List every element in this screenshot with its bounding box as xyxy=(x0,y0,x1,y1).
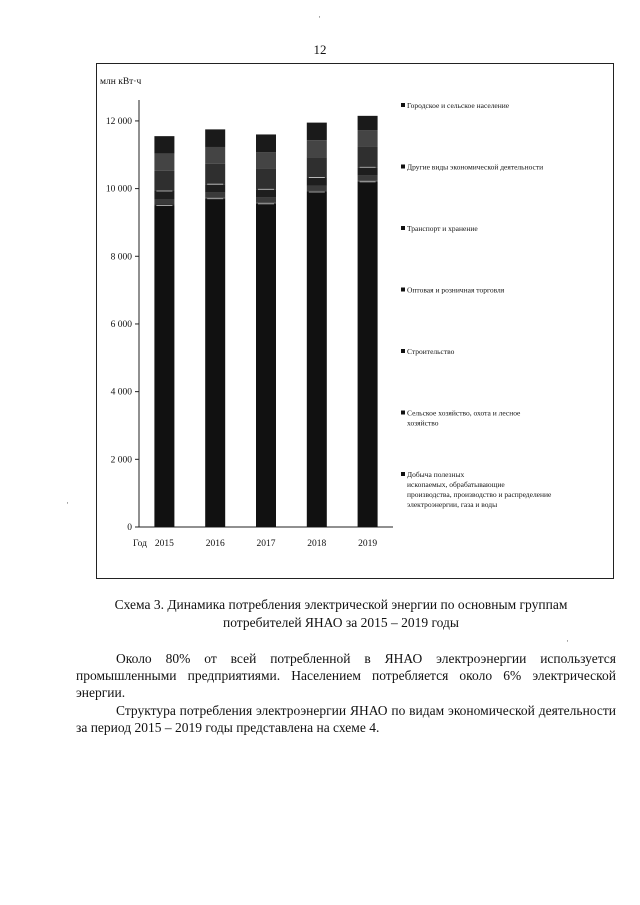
legend-swatch xyxy=(401,103,405,107)
bar-segment xyxy=(256,134,276,152)
bar-segment xyxy=(358,130,378,147)
legend-label: Другие виды экономической деятельности xyxy=(407,162,544,172)
legend-label: производства, производство и распределение xyxy=(407,490,552,499)
scan-speck: · xyxy=(566,636,569,646)
legend-swatch xyxy=(401,411,405,415)
y-tick-label: 10 000 xyxy=(105,184,132,195)
bar-segment xyxy=(256,169,276,189)
y-tick-label: 6 000 xyxy=(110,319,132,330)
x-tick-label: 2015 xyxy=(154,539,174,549)
bar-segment xyxy=(205,147,225,164)
legend-swatch xyxy=(401,226,405,230)
x-tick-label: 2017 xyxy=(256,539,276,549)
paragraph-text: Около 80% от всей потребленной в ЯНАО электроэнергии используется промышленными предприятиями. Населением потребляется около 6% электрической энергии. xyxy=(76,651,616,700)
bar-segment xyxy=(307,157,327,177)
bar-segment xyxy=(205,129,225,147)
bar-segment xyxy=(154,199,174,204)
bar-segment xyxy=(205,193,225,198)
bar-segment xyxy=(358,167,378,175)
x-tick-label: 2018 xyxy=(307,539,327,549)
legend-label: Городское и сельское население xyxy=(407,101,510,110)
legend-label: Оптовая и розничная торговля xyxy=(407,285,505,295)
bar-segment xyxy=(307,192,327,527)
y-tick-label: 12 000 xyxy=(105,116,132,127)
paragraph-text: Структура потребления электроэнергии ЯНАО по видам экономической деятельности за период 2015 – 2019 годы представлена на схеме 4. xyxy=(76,703,616,735)
y-axis-title: млн кВт·ч xyxy=(100,77,142,87)
scan-speck: · xyxy=(66,498,69,508)
bar-segment xyxy=(256,152,276,169)
legend-label: Сельское хозяйство, охота и лесное xyxy=(407,408,521,418)
bar-segment xyxy=(307,140,327,157)
legend-swatch xyxy=(401,349,405,353)
bar-segment xyxy=(358,147,378,167)
bar-segment xyxy=(154,171,174,191)
bar-segment xyxy=(154,136,174,154)
legend-label: Транспорт и хранение xyxy=(407,224,478,233)
y-tick-label: 4 000 xyxy=(110,387,132,398)
x-axis-title: Год xyxy=(133,539,147,549)
bar-segment xyxy=(205,184,225,192)
legend-label: Добыча полезных xyxy=(407,470,465,479)
chart-legend xyxy=(401,101,552,509)
bar-segment xyxy=(154,191,174,199)
bar-segment xyxy=(205,199,225,527)
x-tick-label: 2019 xyxy=(358,539,378,549)
legend-label: хозяйство xyxy=(407,418,439,428)
bar-segment xyxy=(256,198,276,203)
y-tick-label: 2 000 xyxy=(110,455,132,466)
bar-segment xyxy=(307,177,327,185)
chart-bars xyxy=(154,116,377,527)
figure-caption: Схема 3. Динамика потребления электрической энергии по основным группам потребителей ЯНАО за 2015 – 2019 годы xyxy=(114,597,568,630)
body-paragraph xyxy=(76,702,616,736)
bar-segment xyxy=(154,206,174,527)
bar-segment xyxy=(154,154,174,171)
body-paragraph xyxy=(76,650,616,701)
legend-label: электроэнергии, газа и воды xyxy=(407,500,498,509)
chart-frame xyxy=(96,63,614,579)
stacked-bar-chart xyxy=(97,64,613,578)
y-tick-label: 0 xyxy=(127,523,132,533)
legend-swatch xyxy=(401,288,405,292)
legend-label: ископаемых, обрабатывающие xyxy=(407,480,505,489)
legend-swatch xyxy=(401,472,405,476)
x-tick-label: 2016 xyxy=(205,539,225,549)
scan-speck: · xyxy=(318,12,321,22)
legend-swatch xyxy=(401,165,405,169)
bar-segment xyxy=(205,164,225,184)
bar-segment xyxy=(358,176,378,181)
y-tick-label: 8 000 xyxy=(110,252,132,263)
bar-segment xyxy=(256,204,276,527)
bar-segment xyxy=(358,182,378,527)
bar-segment xyxy=(307,186,327,191)
legend-label: Строительство xyxy=(407,347,455,356)
chart-axes xyxy=(100,77,393,549)
bar-segment xyxy=(307,123,327,141)
bar-segment xyxy=(358,116,378,130)
page-number: 12 xyxy=(313,42,327,57)
bar-segment xyxy=(256,189,276,197)
